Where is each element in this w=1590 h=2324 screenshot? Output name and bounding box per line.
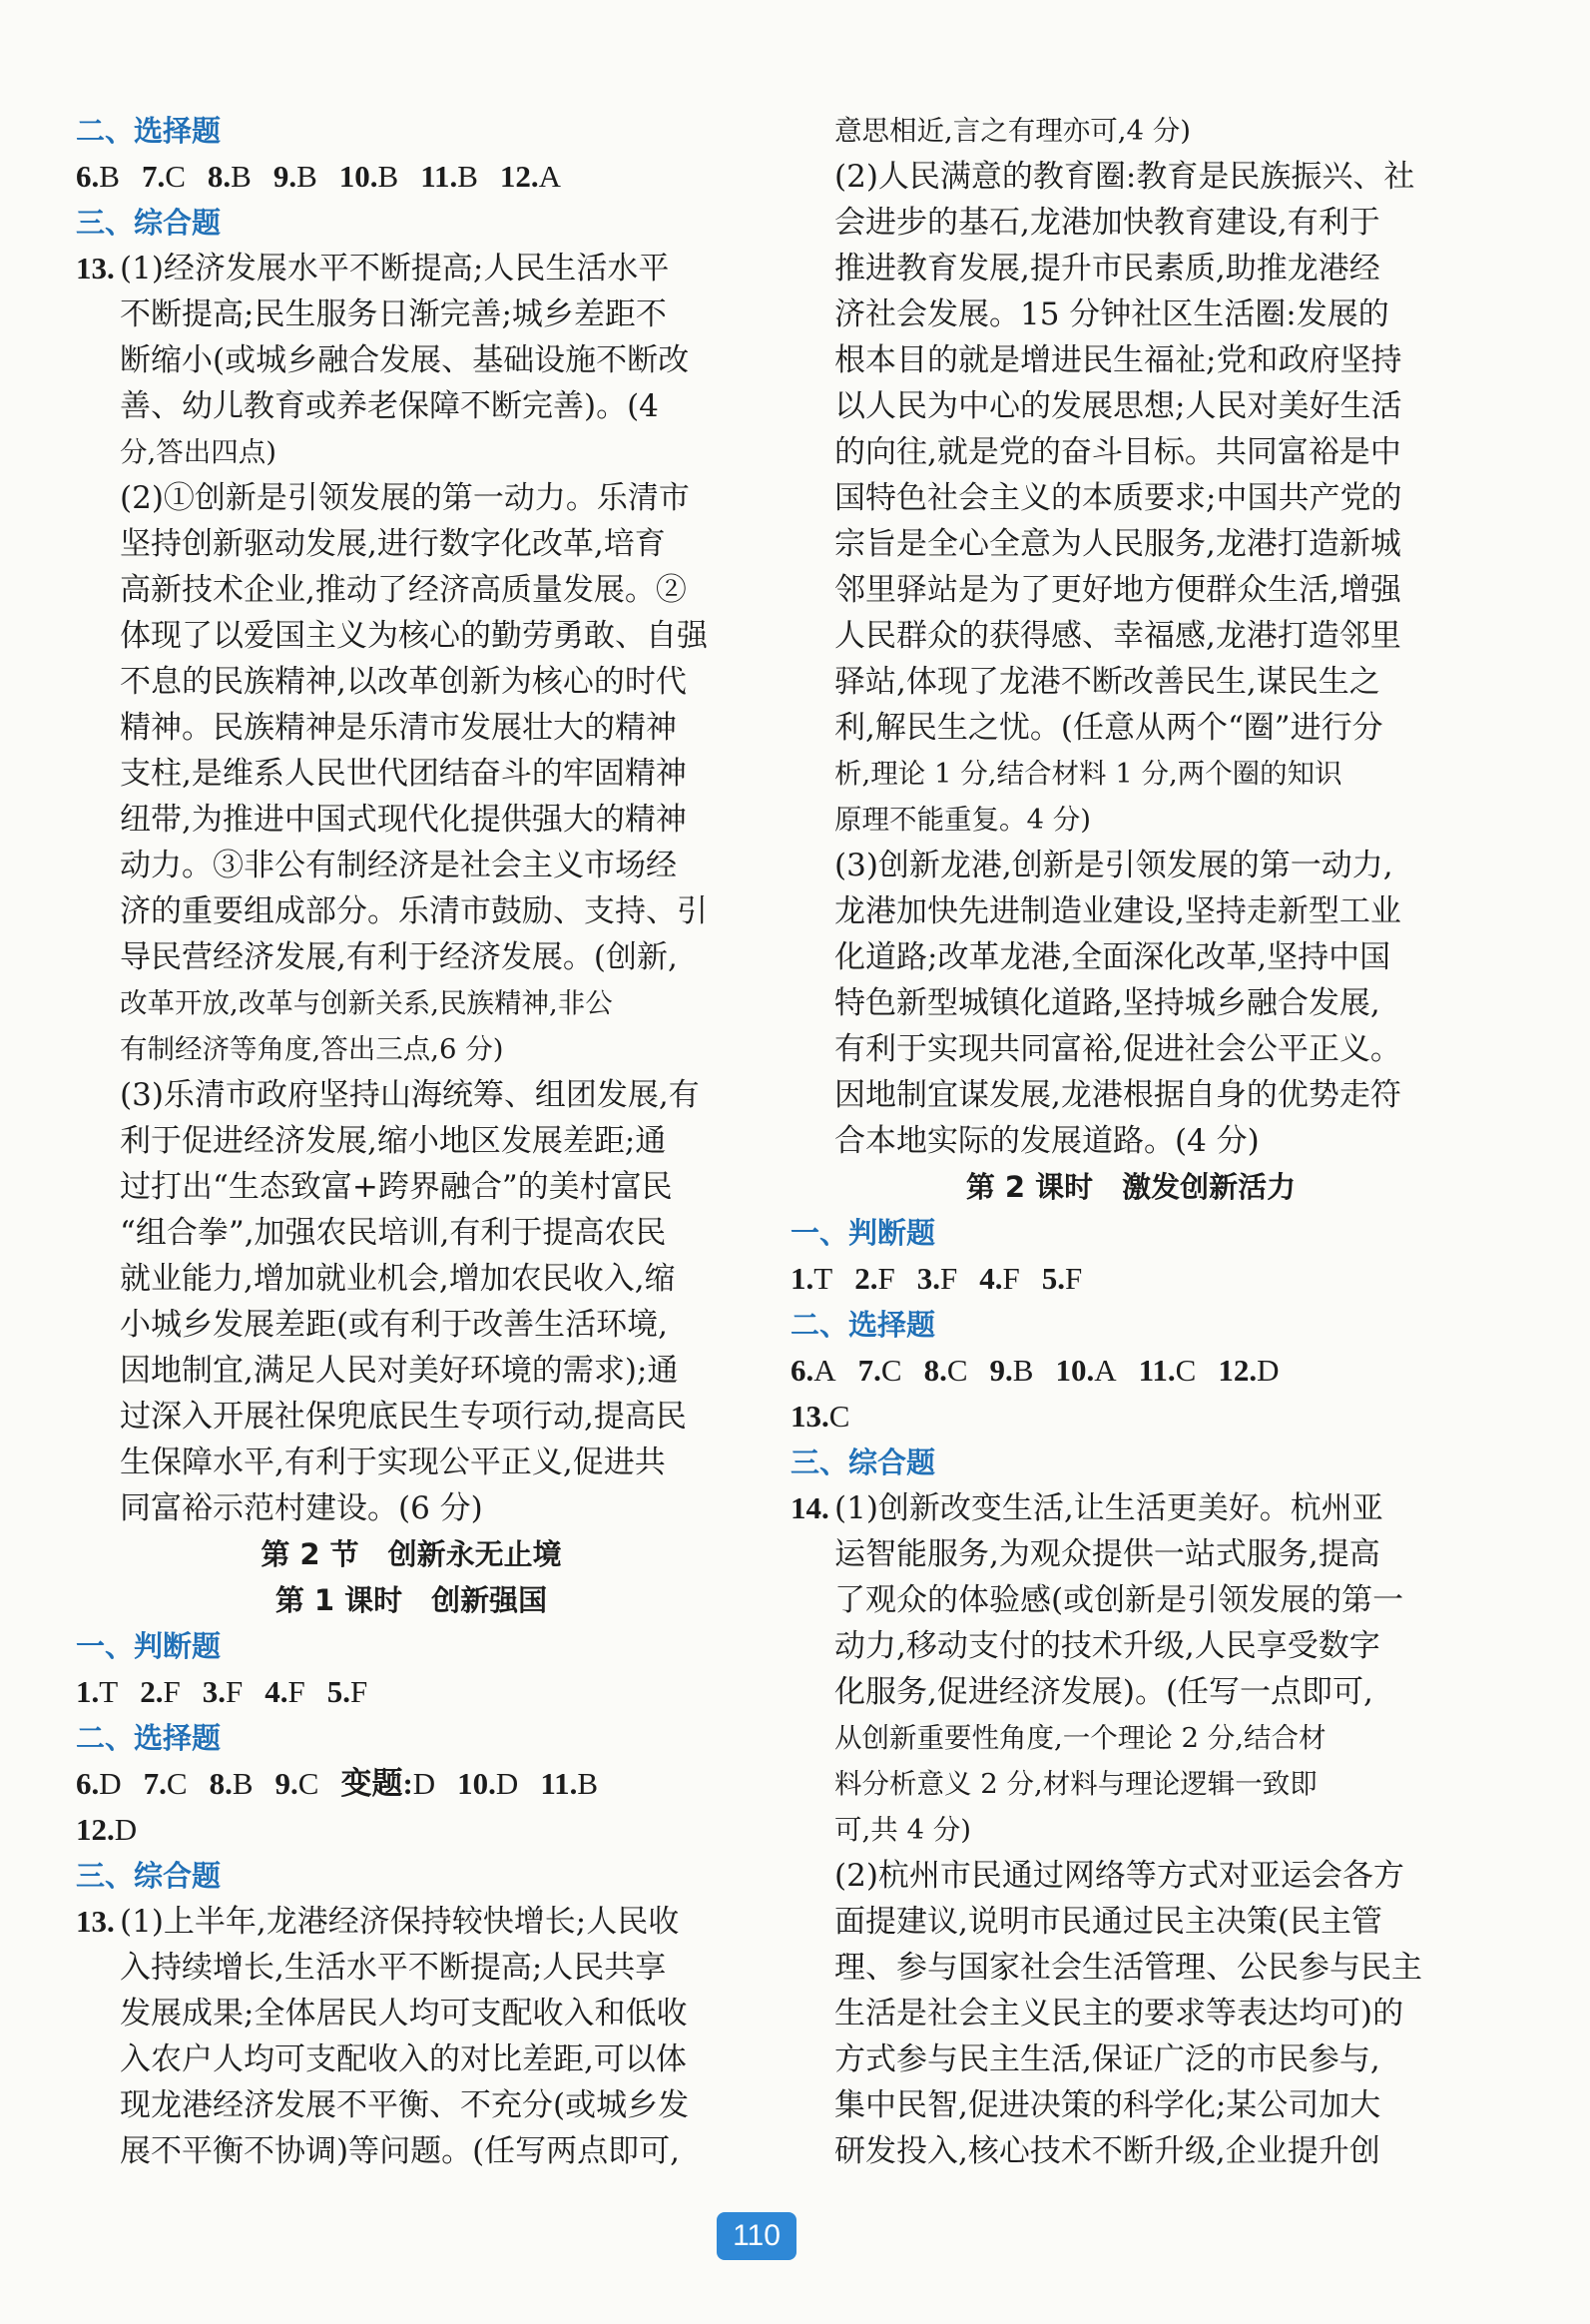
answer-number: 10. bbox=[338, 159, 378, 194]
text-line bbox=[76, 1026, 747, 1072]
text-line bbox=[76, 705, 747, 751]
text-content: (1)创新改变生活,让生活更美好。杭州亚 bbox=[834, 1490, 1383, 1526]
answer-number: 7. bbox=[857, 1353, 881, 1388]
left-column bbox=[76, 108, 747, 2174]
text-line bbox=[76, 521, 747, 567]
text-content: (3)乐清市政府坚持山海统筹、组团发展,有 bbox=[120, 1077, 700, 1113]
text-line bbox=[791, 521, 1471, 567]
text-line bbox=[76, 1899, 747, 1945]
text-line bbox=[76, 429, 747, 475]
text-line bbox=[791, 843, 1471, 888]
answer-item bbox=[203, 1669, 244, 1715]
answer-item bbox=[142, 154, 186, 200]
text-content: 济社会发展。15 分钟社区生活圈:发展的 bbox=[834, 296, 1389, 332]
answer-row bbox=[76, 1669, 747, 1715]
text-content: 现龙港经济发展不平衡、不充分(或城乡发 bbox=[120, 2087, 690, 2123]
answer-number: 3. bbox=[202, 1674, 226, 1709]
answer-value: B bbox=[577, 1766, 599, 1801]
answer-number: 6. bbox=[791, 1353, 814, 1388]
answer-item bbox=[1055, 1348, 1116, 1394]
text-line bbox=[76, 337, 747, 383]
answer-item bbox=[340, 1761, 435, 1807]
text-content: 生活是社会主义民主的要求等表达均可)的 bbox=[834, 1996, 1404, 2032]
text-line bbox=[791, 1531, 1471, 1577]
section-heading: 二、选择题 bbox=[76, 1721, 222, 1755]
answer-value: T bbox=[99, 1674, 119, 1709]
text-line bbox=[76, 2036, 747, 2082]
text-line bbox=[791, 1072, 1471, 1118]
answer-number: 12. bbox=[76, 1812, 115, 1847]
text-line bbox=[76, 1210, 747, 1256]
answer-item bbox=[265, 1669, 305, 1715]
text-line bbox=[76, 1440, 747, 1485]
text-line bbox=[76, 980, 747, 1026]
text-content: 邻里驿站是为了更好地方便群众生活,增强 bbox=[834, 572, 1401, 608]
text-line bbox=[791, 613, 1471, 659]
answer-value: F bbox=[939, 1261, 958, 1296]
answer-value: F bbox=[877, 1261, 895, 1296]
text-line bbox=[791, 705, 1471, 751]
answer-number: 5. bbox=[1041, 1261, 1065, 1296]
text-line bbox=[791, 1991, 1471, 2036]
answer-value: B bbox=[231, 159, 252, 194]
text-content: 集中民智,促进决策的科学化;某公司加大 bbox=[834, 2087, 1381, 2123]
answer-value: C bbox=[946, 1353, 968, 1388]
text-line bbox=[76, 797, 747, 843]
answer-value: B bbox=[1012, 1353, 1034, 1388]
text-content: (2)①创新是引领发展的第一动力。乐清市 bbox=[120, 480, 690, 516]
answer-item bbox=[339, 154, 398, 200]
text-content: 改革开放,改革与创新关系,民族精神,非公 bbox=[120, 987, 613, 1019]
text-content: 体现了以爱国主义为核心的勤劳勇敢、自强 bbox=[120, 618, 708, 654]
text-content: 动力,移动支付的技术升级,人民享受数字 bbox=[834, 1628, 1380, 1664]
text-content: 推进教育发展,提升市民素质,助推龙港经 bbox=[834, 251, 1380, 287]
answer-value: F bbox=[1064, 1261, 1083, 1296]
text-content: 龙港加快先进制造业建设,坚持走新型工业 bbox=[834, 893, 1401, 929]
text-line bbox=[76, 934, 747, 980]
text-content: 析,理论 1 分,结合材料 1 分,两个圈的知识 bbox=[834, 758, 1342, 790]
text-line bbox=[76, 383, 747, 429]
text-line bbox=[76, 2082, 747, 2128]
text-line bbox=[76, 613, 747, 659]
text-content: 不息的民族精神,以改革创新为核心的时代 bbox=[120, 664, 687, 700]
text-content: 生保障水平,有利于实现公平正义,促进共 bbox=[120, 1445, 666, 1480]
text-line bbox=[791, 1485, 1471, 1531]
answer-item bbox=[858, 1348, 902, 1394]
text-content: 料分析意义 2 分,材料与理论逻辑一致即 bbox=[834, 1768, 1318, 1800]
continuation-block bbox=[791, 108, 1471, 1164]
text-line bbox=[791, 108, 1471, 154]
section-heading: 三、综合题 bbox=[76, 206, 222, 240]
text-line bbox=[791, 2036, 1471, 2082]
text-content: 原理不能重复。4 分) bbox=[834, 804, 1091, 836]
text-content: 入持续增长,生活水平不断提高;人民共享 bbox=[120, 1950, 667, 1986]
text-content: 的向往,就是党的奋斗目标。共同富裕是中 bbox=[834, 434, 1401, 470]
text-content: 研发投入,核心技术不断升级,企业提升创 bbox=[834, 2133, 1380, 2169]
text-content: 从创新重要性角度,一个理论 2 分,结合材 bbox=[834, 1722, 1326, 1754]
answer-value: F bbox=[1002, 1261, 1020, 1296]
section-heading: 二、选择题 bbox=[76, 114, 222, 148]
answer-number: 4. bbox=[979, 1261, 1003, 1296]
text-content: 有利于实现共同富裕,促进社会公平正义。 bbox=[834, 1031, 1401, 1067]
answer-value: B bbox=[99, 159, 120, 194]
text-content: 驿站,体现了龙港不断改善民生,谋民生之 bbox=[834, 664, 1380, 700]
text-line bbox=[76, 475, 747, 521]
text-content: 宗旨是全心全意为人民服务,龙港打造新城 bbox=[834, 526, 1401, 562]
text-line bbox=[791, 154, 1471, 200]
text-content: 方式参与民主生活,保证广泛的市民参与, bbox=[834, 2041, 1380, 2077]
text-content: 因地制宜谋发展,龙港根据自身的优势走符 bbox=[834, 1077, 1401, 1113]
answer-item bbox=[924, 1348, 968, 1394]
question-13b-block bbox=[76, 1899, 747, 2174]
answer-number: 13. bbox=[791, 1399, 829, 1434]
answer-number: 1. bbox=[76, 1674, 100, 1709]
text-line bbox=[791, 888, 1471, 934]
answer-item bbox=[420, 154, 478, 200]
answer-value: F bbox=[163, 1674, 181, 1709]
text-content: 不断提高;民生服务日渐完善;城乡差距不 bbox=[120, 296, 667, 332]
answer-value: T bbox=[813, 1261, 833, 1296]
text-content: 过深入开展社保兜底民生专项行动,提高民 bbox=[120, 1399, 687, 1435]
answer-item bbox=[327, 1669, 368, 1715]
answer-value: D bbox=[495, 1766, 519, 1801]
answer-value: B bbox=[377, 159, 399, 194]
text-content: 以人民为中心的发展思想;人民对美好生活 bbox=[834, 388, 1402, 424]
answer-value: D bbox=[114, 1812, 138, 1847]
answer-value: C bbox=[1175, 1353, 1197, 1388]
answer-item bbox=[273, 154, 317, 200]
section-heading: 三、综合题 bbox=[791, 1446, 936, 1479]
text-line bbox=[76, 1485, 747, 1531]
answer-number: 11. bbox=[420, 159, 458, 194]
answer-number: 8. bbox=[207, 159, 232, 194]
text-line bbox=[791, 1623, 1471, 1669]
text-content: 会进步的基石,龙港加快教育建设,有利于 bbox=[834, 205, 1380, 241]
text-content: 精神。民族精神是乐清市发展壮大的精神 bbox=[120, 710, 677, 746]
answer-item bbox=[208, 154, 252, 200]
text-line bbox=[76, 567, 747, 613]
answer-value: F bbox=[225, 1674, 244, 1709]
answer-value: D bbox=[412, 1766, 436, 1801]
text-content: 小城乡发展差距(或有利于改善生活环境, bbox=[120, 1307, 668, 1343]
text-line bbox=[791, 1761, 1471, 1807]
text-line bbox=[791, 1807, 1471, 1853]
lesson-title: 第 2 课时 激发创新活力 bbox=[965, 1170, 1297, 1204]
text-content: 断缩小(或城乡融合发展、基础设施不断改 bbox=[120, 342, 690, 378]
answer-item bbox=[275, 1761, 319, 1807]
text-content: 意思相近,言之有理亦可,4 分) bbox=[834, 115, 1191, 147]
text-line bbox=[791, 1118, 1471, 1164]
answer-value: B bbox=[457, 159, 478, 194]
answer-item bbox=[791, 1348, 836, 1394]
answer-number: 10. bbox=[1055, 1353, 1095, 1388]
question-13-block bbox=[76, 246, 747, 1531]
text-line bbox=[791, 934, 1471, 980]
question-14-block bbox=[791, 1485, 1471, 2174]
answer-value: B bbox=[232, 1766, 254, 1801]
text-content: 高新技术企业,推动了经济高质量发展。② bbox=[120, 572, 687, 608]
answer-value: C bbox=[828, 1399, 850, 1434]
text-content: 过打出“生态致富+跨界融合”的美村富民 bbox=[120, 1169, 673, 1205]
answer-number: 12. bbox=[1218, 1353, 1258, 1388]
question-number: 13. bbox=[76, 1904, 115, 1939]
text-content: 分,答出四点) bbox=[120, 436, 276, 468]
text-line bbox=[791, 1026, 1471, 1072]
answer-value: B bbox=[296, 159, 317, 194]
text-content: 人民群众的获得感、幸福感,龙港打造邻里 bbox=[834, 618, 1401, 654]
text-content: 善、幼儿教育或养老保障不断完善)。(4 bbox=[120, 388, 659, 424]
text-content: 动力。③非公有制经济是社会主义市场经 bbox=[120, 848, 677, 883]
text-content: 入农户人均可支配收入的对比差距,可以体 bbox=[120, 2041, 687, 2077]
text-line bbox=[76, 751, 747, 797]
answer-value: A bbox=[538, 159, 562, 194]
answer-value: F bbox=[349, 1674, 368, 1709]
text-line bbox=[76, 1072, 747, 1118]
section-heading: 一、判断题 bbox=[791, 1216, 936, 1250]
text-line bbox=[791, 1715, 1471, 1761]
answer-number: 9. bbox=[989, 1353, 1013, 1388]
section-heading: 一、判断题 bbox=[76, 1629, 222, 1663]
text-content: 坚持创新驱动发展,进行数字化改革,培育 bbox=[120, 526, 666, 562]
answer-value: C bbox=[166, 1766, 188, 1801]
text-content: 纽带,为推进中国式现代化提供强大的精神 bbox=[120, 802, 687, 838]
answer-item bbox=[76, 1807, 137, 1853]
text-line bbox=[791, 567, 1471, 613]
answer-item bbox=[791, 1256, 832, 1302]
question-number: 14. bbox=[791, 1490, 829, 1525]
answer-number: 11. bbox=[1138, 1353, 1176, 1388]
text-content: 特色新型城镇化道路,坚持城乡融合发展, bbox=[834, 985, 1380, 1021]
answer-value: F bbox=[287, 1674, 305, 1709]
text-content: 可,共 4 分) bbox=[834, 1814, 971, 1846]
text-line bbox=[76, 2128, 747, 2174]
text-line bbox=[76, 246, 747, 291]
answer-number: 8. bbox=[923, 1353, 947, 1388]
text-content: (3)创新龙港,创新是引领发展的第一动力, bbox=[834, 848, 1393, 883]
text-line bbox=[791, 1899, 1471, 1945]
text-line bbox=[791, 659, 1471, 705]
text-content: 展不平衡不协调)等问题。(任写两点即可, bbox=[120, 2133, 681, 2169]
answer-item bbox=[457, 1761, 518, 1807]
answer-number: 9. bbox=[274, 1766, 298, 1801]
text-content: 合本地实际的发展道路。(4 分) bbox=[834, 1123, 1260, 1159]
text-content: (1)经济发展水平不断提高;人民生活水平 bbox=[120, 251, 670, 287]
section-heading: 二、选择题 bbox=[791, 1308, 936, 1342]
text-content: (1)上半年,龙港经济保持较快增长;人民收 bbox=[120, 1904, 680, 1940]
text-content: 化服务,促进经济发展)。(任写一点即可, bbox=[834, 1674, 1373, 1710]
text-line bbox=[791, 337, 1471, 383]
section-title: 第 2 节 创新永无止境 bbox=[261, 1537, 562, 1571]
answer-item bbox=[76, 154, 120, 200]
text-content: 就业能力,增加就业机会,增加农民收入,缩 bbox=[120, 1261, 676, 1297]
answer-item bbox=[979, 1256, 1020, 1302]
answer-item bbox=[140, 1669, 181, 1715]
text-content: 理、参与国家社会生活管理、公民参与民主 bbox=[834, 1950, 1422, 1986]
section-heading: 三、综合题 bbox=[76, 1859, 222, 1893]
answer-row bbox=[76, 1761, 747, 1807]
text-content: 济的重要组成部分。乐清市鼓励、支持、引 bbox=[120, 893, 708, 929]
text-line bbox=[791, 2082, 1471, 2128]
text-line bbox=[791, 1853, 1471, 1899]
right-column bbox=[791, 108, 1471, 2174]
text-content: (2)杭州市民通过网络等方式对亚运会各方 bbox=[834, 1858, 1404, 1894]
page-number: 110 bbox=[717, 2212, 796, 2260]
text-line bbox=[791, 1945, 1471, 1991]
question-number: 13. bbox=[76, 251, 115, 286]
text-line bbox=[791, 751, 1471, 797]
answer-number: 6. bbox=[76, 1766, 100, 1801]
answer-item bbox=[76, 1761, 122, 1807]
answer-number: 6. bbox=[76, 159, 100, 194]
text-line bbox=[76, 1256, 747, 1302]
text-line bbox=[791, 1577, 1471, 1623]
text-line bbox=[791, 2128, 1471, 2174]
answer-row bbox=[76, 154, 747, 200]
answer-item bbox=[1139, 1348, 1197, 1394]
answer-number: 2. bbox=[854, 1261, 878, 1296]
text-content: 根本目的就是增进民生福祉;党和政府坚持 bbox=[834, 342, 1402, 378]
text-content: 导民营经济发展,有利于经济发展。(创新, bbox=[120, 939, 678, 975]
text-line bbox=[791, 1669, 1471, 1715]
text-line bbox=[76, 659, 747, 705]
answer-number: 变题: bbox=[340, 1766, 413, 1801]
answer-item bbox=[540, 1761, 598, 1807]
answer-number: 8. bbox=[209, 1766, 233, 1801]
answer-item bbox=[1218, 1348, 1279, 1394]
lesson-title: 第 1 课时 创新强国 bbox=[274, 1583, 548, 1617]
text-content: 面提建议,说明市民通过民主决策(民主管 bbox=[834, 1904, 1382, 1940]
text-line bbox=[791, 383, 1471, 429]
text-line bbox=[791, 980, 1471, 1026]
answer-value: C bbox=[165, 159, 186, 194]
text-line bbox=[791, 797, 1471, 843]
text-content: 有制经济等角度,答出三点,6 分) bbox=[120, 1033, 504, 1065]
answer-row bbox=[791, 1394, 1471, 1440]
answer-value: A bbox=[1094, 1353, 1117, 1388]
answer-number: 1. bbox=[791, 1261, 814, 1296]
answer-row bbox=[76, 1807, 747, 1853]
answer-value: D bbox=[1257, 1353, 1280, 1388]
answer-row bbox=[791, 1256, 1471, 1302]
answer-number: 11. bbox=[540, 1766, 578, 1801]
text-line bbox=[76, 291, 747, 337]
answer-row bbox=[791, 1348, 1471, 1394]
answer-item bbox=[1042, 1256, 1083, 1302]
text-content: “组合拳”,加强农民培训,有利于提高农民 bbox=[120, 1215, 667, 1251]
text-line bbox=[791, 475, 1471, 521]
answer-number: 12. bbox=[499, 159, 539, 194]
text-line bbox=[76, 1302, 747, 1348]
text-content: 利,解民生之忧。(任意从两个“圈”进行分 bbox=[834, 710, 1383, 746]
answer-item bbox=[990, 1348, 1034, 1394]
text-line bbox=[791, 429, 1471, 475]
answer-value: D bbox=[99, 1766, 122, 1801]
answer-number: 5. bbox=[326, 1674, 350, 1709]
text-content: 利于促进经济发展,缩小地区发展差距;通 bbox=[120, 1123, 667, 1159]
text-line bbox=[791, 291, 1471, 337]
text-line bbox=[791, 200, 1471, 246]
answer-number: 7. bbox=[143, 1766, 167, 1801]
text-line bbox=[76, 1164, 747, 1210]
answer-value: A bbox=[813, 1353, 836, 1388]
answer-number: 3. bbox=[916, 1261, 940, 1296]
text-line bbox=[76, 1118, 747, 1164]
text-line bbox=[76, 1991, 747, 2036]
text-line bbox=[76, 1945, 747, 1991]
text-content: 因地制宜,满足人民对美好环境的需求);通 bbox=[120, 1353, 679, 1389]
text-line bbox=[76, 843, 747, 888]
text-line bbox=[76, 1348, 747, 1394]
answer-number: 2. bbox=[140, 1674, 164, 1709]
answer-item bbox=[144, 1761, 188, 1807]
answer-item bbox=[791, 1394, 849, 1440]
text-content: (2)人民满意的教育圈:教育是民族振兴、社 bbox=[834, 159, 1415, 195]
answer-item bbox=[76, 1669, 118, 1715]
text-content: 支柱,是维系人民世代团结奋斗的牢固精神 bbox=[120, 756, 687, 792]
text-line bbox=[791, 246, 1471, 291]
text-content: 化道路;改革龙港,全面深化改革,坚持中国 bbox=[834, 939, 1391, 975]
answer-item bbox=[210, 1761, 254, 1807]
text-content: 了观众的体验感(或创新是引领发展的第一 bbox=[834, 1582, 1404, 1618]
text-line bbox=[76, 888, 747, 934]
answer-number: 10. bbox=[457, 1766, 496, 1801]
answer-item bbox=[500, 154, 561, 200]
answer-number: 7. bbox=[141, 159, 166, 194]
answer-value: C bbox=[297, 1766, 319, 1801]
answer-number: 4. bbox=[265, 1674, 288, 1709]
text-content: 同富裕示范村建设。(6 分) bbox=[120, 1490, 483, 1526]
answer-item bbox=[854, 1256, 895, 1302]
text-content: 国特色社会主义的本质要求;中国共产党的 bbox=[834, 480, 1402, 516]
answer-item bbox=[917, 1256, 958, 1302]
text-content: 运智能服务,为观众提供一站式服务,提高 bbox=[834, 1536, 1380, 1572]
text-line bbox=[76, 1394, 747, 1440]
answer-value: C bbox=[880, 1353, 902, 1388]
answer-number: 9. bbox=[272, 159, 297, 194]
text-content: 发展成果;全体居民人均可支配收入和低收 bbox=[120, 1996, 688, 2032]
